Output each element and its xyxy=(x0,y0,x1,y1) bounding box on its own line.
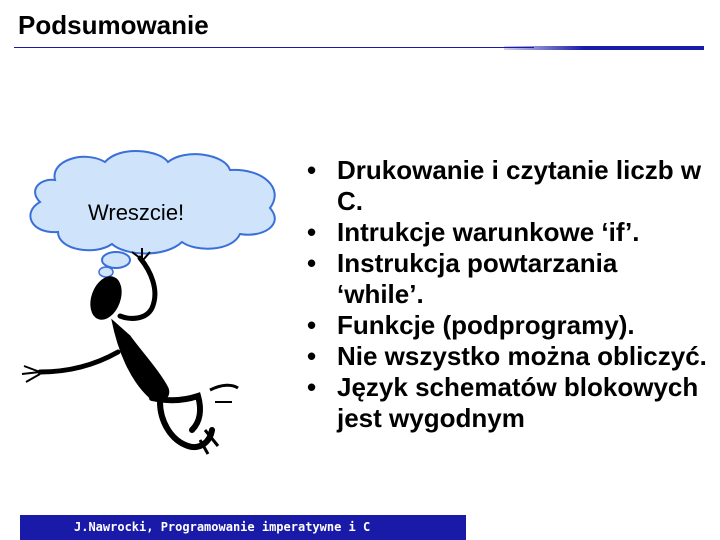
slide-title: Podsumowanie xyxy=(18,10,209,40)
bullet-item: • Nie wszystko można obliczyć. xyxy=(305,341,710,372)
footer-bar: J.Nawrocki, Programowanie imperatywne i C xyxy=(20,515,466,540)
summary-bullet-list xyxy=(305,155,710,434)
title-underline-thick xyxy=(504,46,704,50)
title-underline-thin xyxy=(14,47,534,48)
title-underline xyxy=(14,46,704,50)
thought-bubble-text: Wreszcie! xyxy=(88,200,185,225)
bullet-item: • Intrukcje warunkowe ‘if’. xyxy=(305,217,710,248)
bullet-item: • Funkcje (podprogramy). xyxy=(305,310,710,341)
stick-figure xyxy=(22,248,238,454)
bullet-item: • Język schematów blokowych jest wygodnym xyxy=(305,372,710,434)
bullet-item: • Drukowanie i czytanie liczb w C. xyxy=(305,155,710,217)
bullet-item: • Instrukcja powtarzania ‘while’. xyxy=(305,248,710,310)
thinking-figure-illustration xyxy=(0,140,300,470)
